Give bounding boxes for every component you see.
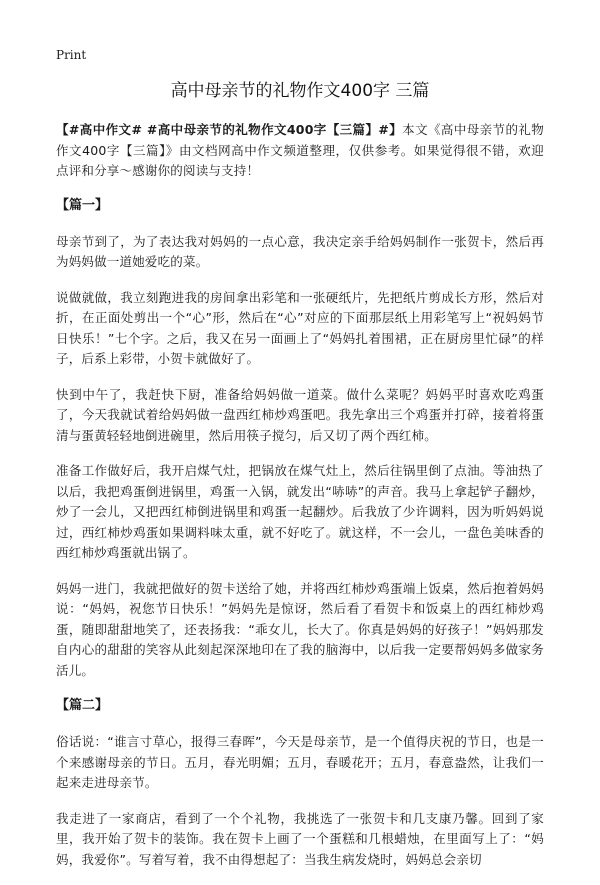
section-heading-2: 【篇二】 <box>56 698 109 713</box>
print-link[interactable]: Print <box>56 48 87 62</box>
section-2-paragraph-1: 俗话说：“谁言寸草心，报得三春晖”，今天是母亲节，是一个值得庆祝的节日，也是一个来感谢母亲的节日。五月，春光明媚；五月，春暖花开；五月，春意盎然，让我们一起来走进母亲节。 <box>56 734 544 790</box>
intro-text: 本文《高中母亲节的礼物作文400字【三篇】》由文档网高中作文频道整理，仅供参考。如果觉得很不错，欢迎点评和分享～感谢你的阅读与支持！ <box>56 122 544 178</box>
section-1-paragraph-3: 快到中午了，我赶快下厨，准备给妈妈做一道菜。做什么菜呢？妈妈平时喜欢吃鸡蛋了，今天我就试着给妈妈做一盘西红柿炒鸡蛋吧。我先拿出三个鸡蛋并打碎，接着将蛋清与蛋黄轻轻地倒进碗里，然后用筷子搅匀，后又切了两个西红柿。 <box>56 386 544 443</box>
section-heading-1: 【篇一】 <box>56 197 109 213</box>
section-1-paragraph-1: 母亲节到了，为了表达我对妈妈的一点心意，我决定亲手给妈妈制作一张贺卡，然后再为妈妈做一道她爱吃的菜。 <box>56 233 544 269</box>
intro-paragraph <box>56 120 544 182</box>
section-1-paragraph-2: 说做就做，我立刻跑进我的房间拿出彩笔和一张硬纸片，先把纸片剪成长方形，然后对折，在正面处剪出一个“心”形，然后在“心”对应的下面那层纸上用彩笔写上“祝妈妈节日快乐！”七个字。之后，我又在另一面画上了“妈妈扎着围裙，正在厨房里忙碌”的样子，后系上彩带，小贺卡就做好了。 <box>56 289 544 366</box>
section-1-paragraph-5: 妈妈一进门，我就把做好的贺卡送给了她，并将西红柿炒鸡蛋端上饭桌，然后抱着妈妈说：“妈妈，祝您节日快乐！”妈妈先是惊讶，然后看了看贺卡和饭桌上的西红柿炒鸡蛋，随即甜甜地笑了，还表扬我：“乖女儿，长大了。你真是妈妈的好孩子！”妈妈那发自内心的甜甜的笑容从此刻起深深地印在了我的脑海中，以后我一定要帮妈妈多做家务活儿。 <box>56 580 544 678</box>
page-title: 高中母亲节的礼物作文400字 三篇 <box>170 81 430 101</box>
section-2-paragraph-2: 我走进了一家商店，看到了一个个礼物，我挑选了一张贺卡和几支康乃馨。回到了家里，我开始了贺卡的装饰。我在贺卡上画了一个蛋糕和几根蜡烛，在里面写上了：“妈妈，我爱你”。写着写着，我不由得想起了：当我生病发烧时，妈妈总会亲切 <box>56 810 544 867</box>
article-body <box>56 120 544 885</box>
section-1-paragraph-4: 准备工作做好后，我开启煤气灶，把锅放在煤气灶上，然后往锅里倒了点油。等油热了以后，我把鸡蛋倒进锅里，鸡蛋一入锅，就发出“哧哧”的声音。我马上拿起铲子翻炒，炒了一会儿，又把西红柿倒进锅里和鸡蛋一起翻炒。后我放了少许调料，因为听妈妈说过，西红柿炒鸡蛋如果调料味太重，就不好吃了。就这样，不一会儿，一盘色美味香的西红柿炒鸡蛋就出锅了。 <box>56 463 544 560</box>
intro-tags: 【#高中作文# #高中母亲节的礼物作文400字【三篇】#】 <box>56 122 403 137</box>
